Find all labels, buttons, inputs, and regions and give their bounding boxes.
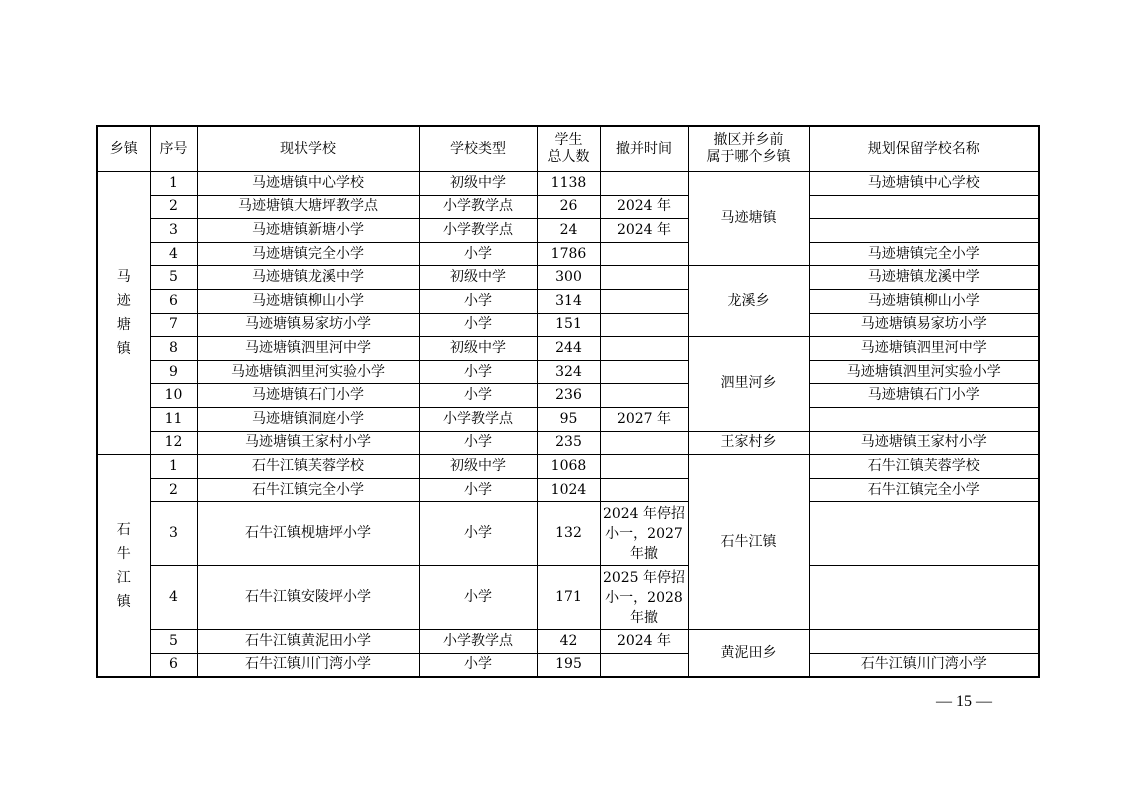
cell-type: 初级中学 <box>419 172 537 196</box>
cell-students: 314 <box>537 289 600 313</box>
cell-school: 马迹塘镇柳山小学 <box>197 289 419 313</box>
cell-merge <box>600 653 688 677</box>
cell-seq: 6 <box>150 653 197 677</box>
cell-school: 石牛江镇黄泥田小学 <box>197 630 419 654</box>
cell-merge <box>600 478 688 502</box>
school-planning-table <box>96 125 1040 678</box>
cell-merge <box>600 337 688 361</box>
page-number: — 15 — <box>936 693 992 710</box>
cell-merge <box>600 455 688 479</box>
cell-students: 151 <box>537 313 600 337</box>
table-row <box>97 502 1039 566</box>
cell-planned: 马迹塘镇王家村小学 <box>809 431 1039 455</box>
cell-school: 石牛江镇完全小学 <box>197 478 419 502</box>
table-row <box>97 266 1039 290</box>
cell-type: 小学教学点 <box>419 407 537 431</box>
cell-students: 24 <box>537 219 600 243</box>
cell-school: 马迹塘镇易家坊小学 <box>197 313 419 337</box>
header-town: 乡镇 <box>97 126 150 172</box>
cell-seq: 4 <box>150 242 197 266</box>
cell-students: 235 <box>537 431 600 455</box>
cell-students: 236 <box>537 384 600 408</box>
table-row <box>97 242 1039 266</box>
table-row <box>97 384 1039 408</box>
cell-school: 马迹塘镇石门小学 <box>197 384 419 408</box>
cell-school: 马迹塘镇洞庭小学 <box>197 407 419 431</box>
cell-planned: 马迹塘镇石门小学 <box>809 384 1039 408</box>
cell-planned <box>809 219 1039 243</box>
header-seq: 序号 <box>150 126 197 172</box>
cell-students: 171 <box>537 566 600 630</box>
table-row <box>97 360 1039 384</box>
cell-seq: 3 <box>150 502 197 566</box>
table-row <box>97 172 1039 196</box>
cell-former-town: 马迹塘镇 <box>688 172 809 266</box>
cell-type: 小学 <box>419 431 537 455</box>
cell-merge: 2024 年停招小一，2027 年撤 <box>600 502 688 566</box>
group-town-label: 马迹塘镇 <box>116 269 131 358</box>
header-students-line1: 学生 <box>554 132 583 148</box>
cell-school: 马迹塘镇王家村小学 <box>197 431 419 455</box>
cell-merge <box>600 266 688 290</box>
cell-type: 小学 <box>419 289 537 313</box>
cell-seq: 5 <box>150 630 197 654</box>
cell-seq: 11 <box>150 407 197 431</box>
cell-school: 马迹塘镇新塘小学 <box>197 219 419 243</box>
cell-seq: 2 <box>150 195 197 219</box>
header-former-town <box>688 126 809 172</box>
header-students <box>537 126 600 172</box>
cell-planned: 石牛江镇完全小学 <box>809 478 1039 502</box>
cell-planned: 马迹塘镇柳山小学 <box>809 289 1039 313</box>
cell-seq: 8 <box>150 337 197 361</box>
table-row <box>97 431 1039 455</box>
cell-merge <box>600 289 688 313</box>
cell-former-town: 龙溪乡 <box>688 266 809 337</box>
table-row <box>97 653 1039 677</box>
cell-type: 小学教学点 <box>419 219 537 243</box>
cell-type: 小学 <box>419 653 537 677</box>
cell-students: 1068 <box>537 455 600 479</box>
cell-seq: 4 <box>150 566 197 630</box>
cell-type: 小学 <box>419 242 537 266</box>
cell-seq: 1 <box>150 172 197 196</box>
cell-merge <box>600 313 688 337</box>
cell-type: 小学 <box>419 360 537 384</box>
cell-merge <box>600 172 688 196</box>
cell-planned: 马迹塘镇易家坊小学 <box>809 313 1039 337</box>
cell-planned <box>809 566 1039 630</box>
cell-merge <box>600 360 688 384</box>
cell-merge: 2024 年 <box>600 195 688 219</box>
cell-students: 95 <box>537 407 600 431</box>
header-former-line1: 撤区并乡前 <box>713 132 784 148</box>
header-type: 学校类型 <box>419 126 537 172</box>
cell-type: 小学 <box>419 384 537 408</box>
table-row <box>97 407 1039 431</box>
cell-planned: 马迹塘镇完全小学 <box>809 242 1039 266</box>
cell-planned: 马迹塘镇中心学校 <box>809 172 1039 196</box>
header-students-line2: 总人数 <box>547 149 590 165</box>
table-row <box>97 219 1039 243</box>
cell-planned <box>809 630 1039 654</box>
group-town-cell <box>97 172 150 455</box>
cell-students: 26 <box>537 195 600 219</box>
cell-school: 马迹塘镇泗里河实验小学 <box>197 360 419 384</box>
cell-seq: 9 <box>150 360 197 384</box>
cell-planned: 石牛江镇川门湾小学 <box>809 653 1039 677</box>
cell-type: 初级中学 <box>419 337 537 361</box>
cell-seq: 6 <box>150 289 197 313</box>
cell-seq: 12 <box>150 431 197 455</box>
cell-seq: 7 <box>150 313 197 337</box>
cell-planned: 石牛江镇芙蓉学校 <box>809 455 1039 479</box>
cell-merge <box>600 431 688 455</box>
table-row <box>97 289 1039 313</box>
header-merge-time: 撤并时间 <box>600 126 688 172</box>
cell-merge <box>600 242 688 266</box>
cell-seq: 2 <box>150 478 197 502</box>
cell-type: 小学 <box>419 313 537 337</box>
cell-type: 初级中学 <box>419 455 537 479</box>
header-row <box>97 126 1039 172</box>
cell-planned: 马迹塘镇泗里河实验小学 <box>809 360 1039 384</box>
cell-school: 马迹塘镇中心学校 <box>197 172 419 196</box>
cell-type: 小学 <box>419 478 537 502</box>
cell-school: 马迹塘镇完全小学 <box>197 242 419 266</box>
cell-merge: 2024 年 <box>600 219 688 243</box>
cell-school: 马迹塘镇龙溪中学 <box>197 266 419 290</box>
cell-students: 42 <box>537 630 600 654</box>
cell-students: 300 <box>537 266 600 290</box>
cell-former-town: 泗里河乡 <box>688 337 809 431</box>
cell-seq: 3 <box>150 219 197 243</box>
cell-students: 1024 <box>537 478 600 502</box>
cell-planned: 马迹塘镇泗里河中学 <box>809 337 1039 361</box>
cell-planned <box>809 502 1039 566</box>
cell-former-town: 石牛江镇 <box>688 455 809 630</box>
table-row <box>97 313 1039 337</box>
cell-school: 马迹塘镇大塘坪教学点 <box>197 195 419 219</box>
cell-type: 小学 <box>419 502 537 566</box>
header-planned: 规划保留学校名称 <box>809 126 1039 172</box>
table-row <box>97 195 1039 219</box>
cell-seq: 1 <box>150 455 197 479</box>
cell-type: 小学教学点 <box>419 195 537 219</box>
table-row <box>97 630 1039 654</box>
cell-students: 1786 <box>537 242 600 266</box>
header-former-line2: 属于哪个乡镇 <box>706 149 791 165</box>
group-town-label: 石牛江镇 <box>116 521 131 610</box>
cell-former-town: 王家村乡 <box>688 431 809 455</box>
cell-school: 石牛江镇川门湾小学 <box>197 653 419 677</box>
cell-planned <box>809 407 1039 431</box>
cell-merge: 2024 年 <box>600 630 688 654</box>
header-school: 现状学校 <box>197 126 419 172</box>
cell-type: 初级中学 <box>419 266 537 290</box>
cell-school: 石牛江镇芙蓉学校 <box>197 455 419 479</box>
table-row <box>97 566 1039 630</box>
cell-planned <box>809 195 1039 219</box>
cell-school: 马迹塘镇泗里河中学 <box>197 337 419 361</box>
table-row <box>97 478 1039 502</box>
cell-school: 石牛江镇安陵坪小学 <box>197 566 419 630</box>
table-row <box>97 455 1039 479</box>
cell-students: 1138 <box>537 172 600 196</box>
group-town-cell <box>97 455 150 677</box>
cell-seq: 10 <box>150 384 197 408</box>
cell-type: 小学教学点 <box>419 630 537 654</box>
cell-students: 132 <box>537 502 600 566</box>
cell-merge: 2025 年停招小一，2028 年撤 <box>600 566 688 630</box>
cell-students: 195 <box>537 653 600 677</box>
cell-former-town: 黄泥田乡 <box>688 630 809 677</box>
cell-planned: 马迹塘镇龙溪中学 <box>809 266 1039 290</box>
cell-merge <box>600 384 688 408</box>
cell-school: 石牛江镇枧塘坪小学 <box>197 502 419 566</box>
cell-students: 244 <box>537 337 600 361</box>
cell-merge: 2027 年 <box>600 407 688 431</box>
cell-type: 小学 <box>419 566 537 630</box>
table-row <box>97 337 1039 361</box>
cell-students: 324 <box>537 360 600 384</box>
cell-seq: 5 <box>150 266 197 290</box>
